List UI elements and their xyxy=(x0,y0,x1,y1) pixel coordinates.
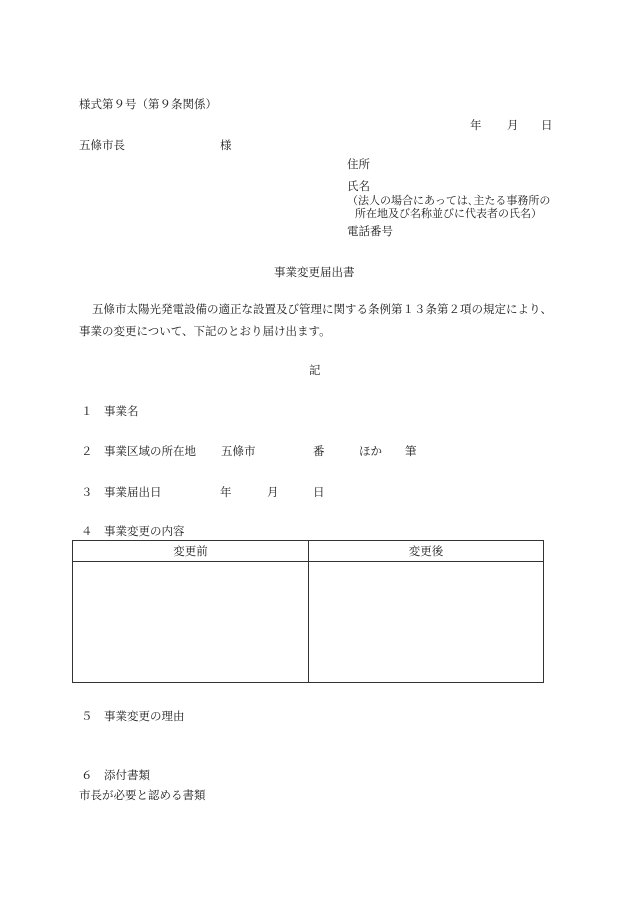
item6-number: ６ xyxy=(81,768,93,782)
item2-hitsu: 筆 xyxy=(405,444,417,458)
item2-number: ２ xyxy=(81,444,93,458)
item1-number: １ xyxy=(81,404,93,418)
item2-city: 五條市 xyxy=(221,444,256,458)
item6-label: 添付書類 xyxy=(104,768,150,782)
date-month-label: 月 xyxy=(507,118,519,132)
item2-hoka: ほか xyxy=(359,444,382,458)
item3-label: 事業届出日 xyxy=(104,485,162,499)
document-title: 事業変更届出書 xyxy=(274,265,355,279)
item2-ban: 番 xyxy=(313,444,325,458)
corporate-note-line1: （法人の場合にあっては､主たる事務所の xyxy=(347,194,551,207)
item5-label: 事業変更の理由 xyxy=(104,709,185,723)
table-header-before: 変更前 xyxy=(173,544,208,558)
body-text-line1: 五條市太陽光発電設備の適正な設置及び管理に関する条例第１３条第２項の規定により、 xyxy=(92,302,552,316)
phone-label: 電話番号 xyxy=(347,224,393,238)
body-text-line2: 事業の変更について、下記のとおり届け出ます。 xyxy=(79,324,331,338)
name-label: 氏名 xyxy=(347,179,370,193)
address-label: 住所 xyxy=(347,157,370,171)
addressee-honorific: 様 xyxy=(220,138,232,152)
item6-content: 市長が必要と認める書類 xyxy=(79,788,206,802)
date-year-label: 年 xyxy=(470,118,482,132)
item4-label: 事業変更の内容 xyxy=(104,524,185,538)
item3-number: ３ xyxy=(81,485,93,499)
item2-label: 事業区域の所在地 xyxy=(104,444,196,458)
item4-number: ４ xyxy=(81,524,93,538)
form-number: 様式第９号（第９条関係） xyxy=(79,97,217,111)
item3-month: 月 xyxy=(267,485,279,499)
addressee-name: 五條市長 xyxy=(79,138,125,152)
table-header-after: 変更後 xyxy=(408,544,444,558)
item3-day: 日 xyxy=(313,485,325,499)
item1-label: 事業名 xyxy=(104,404,139,418)
table-cell-after[interactable] xyxy=(309,562,543,682)
table-cell-before[interactable] xyxy=(73,562,308,682)
corporate-note-line2: 所在地及び名称並びに代表者の氏名） xyxy=(355,207,542,220)
item3-year: 年 xyxy=(220,485,232,499)
ki-heading: 記 xyxy=(309,363,321,377)
item5-number: ５ xyxy=(81,709,93,723)
date-day-label: 日 xyxy=(541,118,553,132)
change-table xyxy=(72,540,544,683)
